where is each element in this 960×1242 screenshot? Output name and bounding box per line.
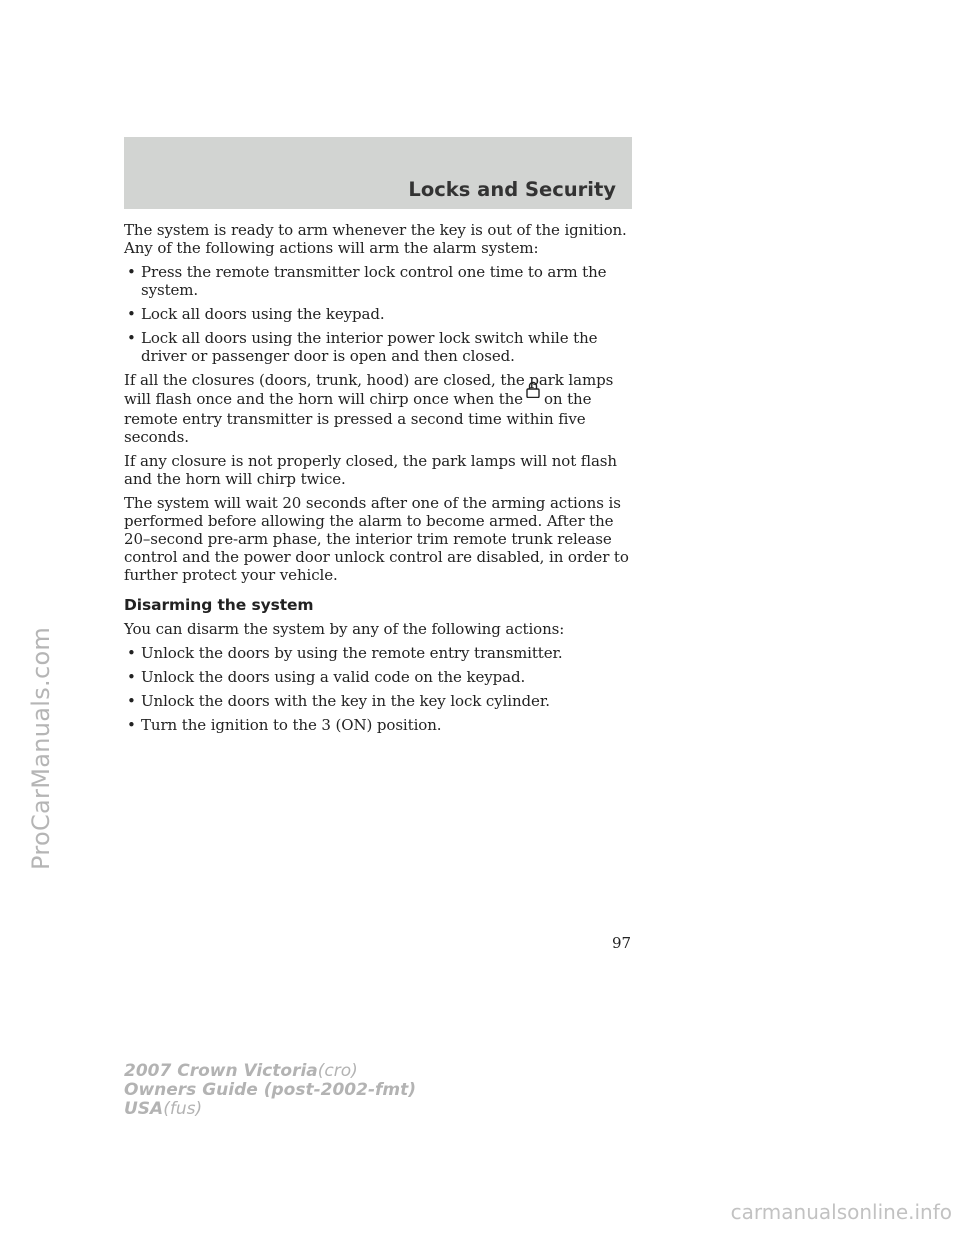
footer-line-3	[124, 1100, 416, 1119]
disarm-intro-paragraph: You can disarm the system by any of the following actions:	[124, 620, 565, 638]
document-footer	[124, 1062, 416, 1119]
page-number: 97	[612, 934, 632, 952]
closures-text-after-icon: on the remote entry transmitter is pressed a second time within five seconds.	[124, 390, 592, 446]
footer-line-2: Owners Guide (post-2002-fmt)	[124, 1080, 417, 1100]
bottom-watermark: carmanualsonline.info	[730, 1200, 952, 1224]
closures-text-before-icon: If all the closures (doors, trunk, hood) are closed, the park lamps will flash once and the horn will chirp once when the	[124, 371, 614, 408]
list-item: • Lock all doors using the interior power lock switch while the driver or passenger door is open and then closed.	[124, 329, 634, 365]
lock-icon	[526, 381, 540, 402]
section-title: Locks and Security	[408, 178, 616, 201]
list-item: • Press the remote transmitter lock control one time to arm the system.	[124, 263, 634, 299]
closures-paragraph	[124, 371, 634, 446]
section-header-band	[124, 137, 632, 209]
list-item: • Unlock the doors by using the remote entry transmitter.	[124, 644, 634, 662]
footer-market: USA	[124, 1099, 164, 1119]
arm-intro-paragraph: The system is ready to arm whenever the key is out of the ignition. Any of the following actions will arm the alarm system:	[124, 221, 627, 257]
list-item: • Turn the ignition to the 3 (ON) position.	[124, 716, 634, 734]
disarm-heading: Disarming the system	[124, 596, 314, 614]
disarm-actions-list	[124, 644, 634, 734]
footer-line-1	[124, 1062, 416, 1081]
footer-model-code: (cro)	[317, 1061, 358, 1081]
footer-model: 2007 Crown Victoria	[124, 1061, 318, 1081]
list-item: • Unlock the doors using a valid code on the keypad.	[124, 668, 634, 686]
prearm-paragraph: The system will wait 20 seconds after one of the arming actions is performed before allowing the alarm to become armed. After the 20–second pre-arm phase, the interior trim remote trunk release control and the power door unlock control are disabled, in order to further protect your vehicle.	[124, 494, 629, 584]
list-item: • Lock all doors using the keypad.	[124, 305, 634, 323]
list-item: • Unlock the doors with the key in the key lock cylinder.	[124, 692, 634, 710]
not-closed-paragraph: If any closure is not properly closed, the park lamps will not flash and the horn will chirp twice.	[124, 452, 617, 488]
page-content	[124, 221, 634, 740]
arm-actions-list	[124, 263, 634, 365]
side-watermark: ProCarManuals.com	[27, 626, 55, 870]
footer-market-code: (fus)	[163, 1099, 203, 1119]
